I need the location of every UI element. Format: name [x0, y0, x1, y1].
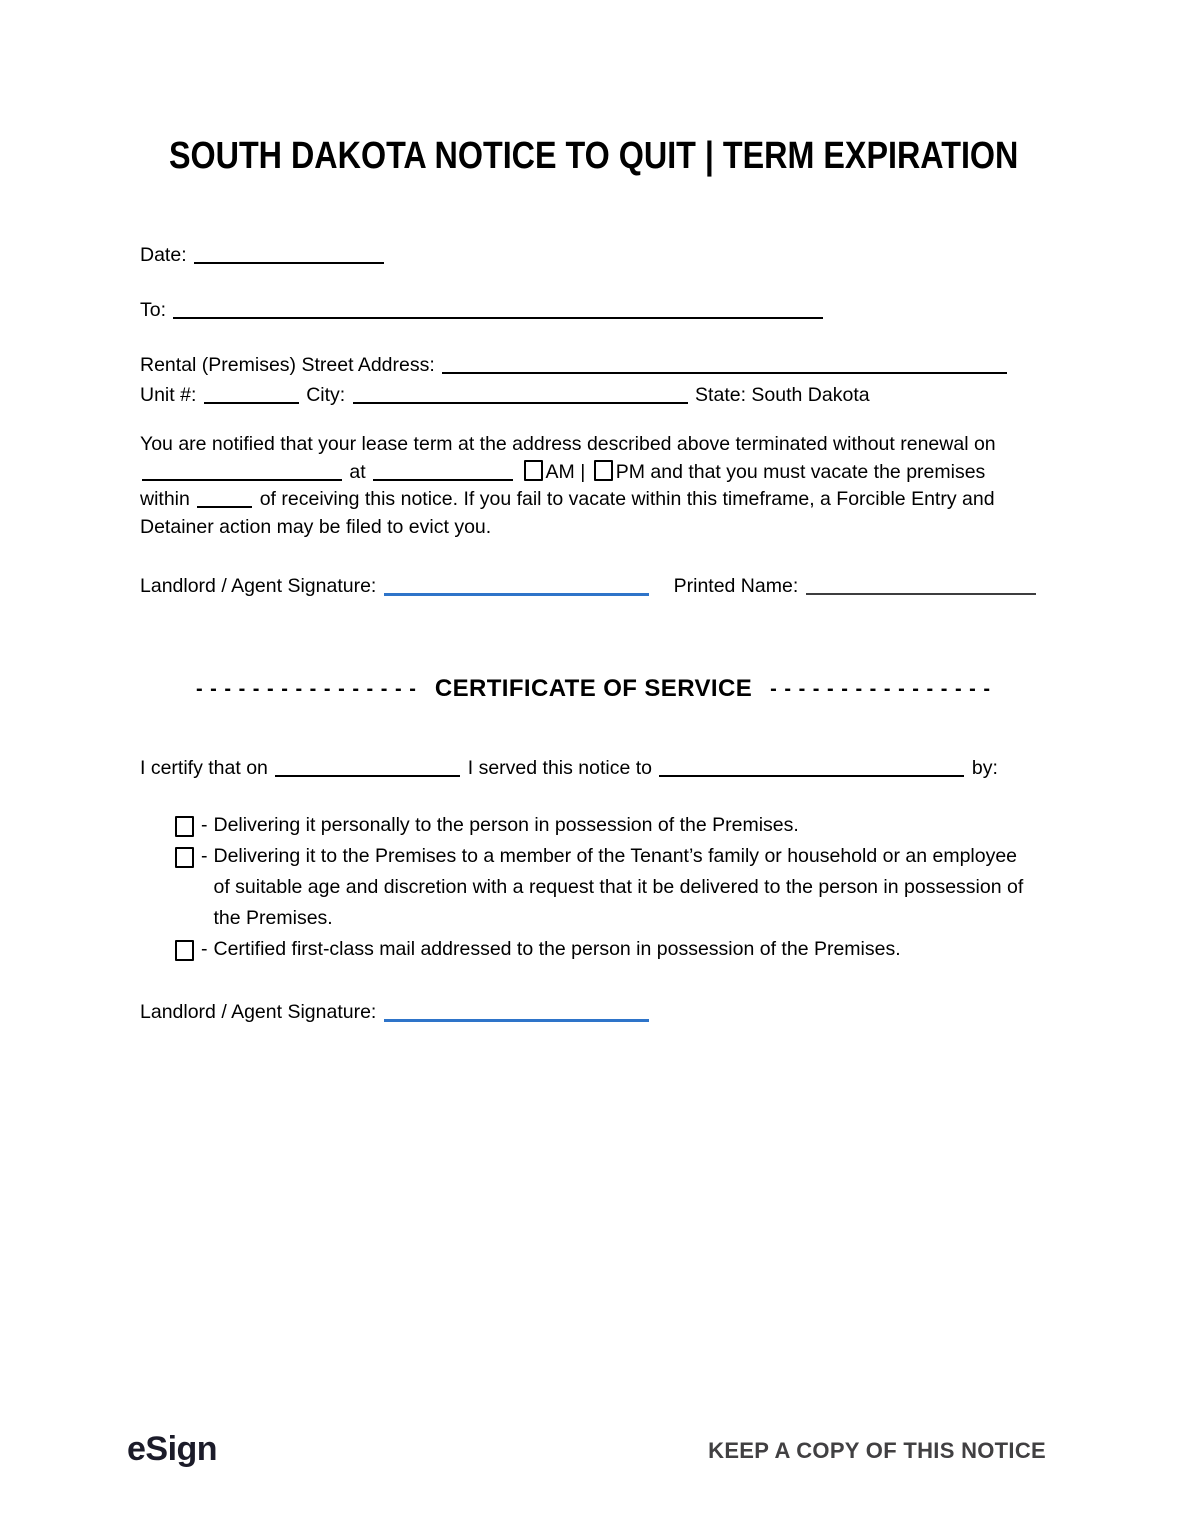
street-address-label: Rental (Premises) Street Address: [140, 354, 435, 376]
notice-text-3: and that you must vacate the premises within [140, 460, 986, 510]
pm-label: PM [615, 460, 645, 483]
dashes-left: - - - - - - - - - - - - - - - - [195, 678, 417, 700]
printed-name-label: Printed Name: [673, 575, 799, 597]
esign-logo: eSign [127, 1430, 218, 1468]
termination-date-field[interactable] [142, 464, 342, 481]
street-address-row [140, 353, 1047, 377]
notice-paragraph [140, 431, 1025, 541]
certify-text-3: by: [971, 757, 998, 779]
unit-city-state-row [140, 383, 1047, 407]
to-label: To: [140, 299, 167, 321]
am-pm-separator: | [580, 460, 586, 483]
document-body [0, 243, 1187, 1024]
notice-text-1: You are notified that your lease term at the address described above terminated without renewal on [140, 433, 996, 455]
street-address-field[interactable] [442, 357, 1007, 374]
certify-text-1: I certify that on [140, 757, 268, 779]
landlord-signature-label-2: Landlord / Agent Signature: [140, 1001, 377, 1023]
to-field[interactable] [173, 302, 823, 319]
am-label: AM [545, 460, 575, 483]
landlord-signature-field[interactable] [384, 578, 649, 596]
printed-name-field[interactable] [806, 578, 1036, 595]
state-label: State: [695, 384, 746, 406]
service-method-label: Delivering it personally to the person in possession of the Premises. [213, 814, 799, 836]
household-delivery-checkbox[interactable] [175, 847, 194, 868]
am-checkbox[interactable] [524, 460, 543, 481]
service-method-personal [172, 810, 1047, 841]
certify-text-2: I served this notice to [467, 757, 653, 779]
keep-copy-note: KEEP A COPY OF THIS NOTICE [708, 1438, 1046, 1463]
certificate-of-service-heading [140, 674, 1047, 704]
termination-time-field[interactable] [373, 464, 513, 481]
landlord-signature-field-2[interactable] [384, 1004, 649, 1022]
page-footer [127, 1430, 1046, 1468]
service-method-label: Certified first-class mail addressed to the person in possession of the Premises. [213, 938, 901, 960]
date-field[interactable] [194, 247, 384, 264]
method-dash: - [201, 938, 208, 960]
personal-delivery-checkbox[interactable] [175, 816, 194, 837]
pm-checkbox[interactable] [594, 460, 613, 481]
dashes-right: - - - - - - - - - - - - - - - - [770, 678, 992, 700]
certificate-signature-row [140, 1000, 1047, 1024]
service-method-list [172, 810, 1047, 965]
date-row [140, 243, 1047, 267]
unit-label: Unit #: [140, 384, 197, 406]
method-dash: - [201, 845, 208, 867]
page-title-text: SOUTH DAKOTA NOTICE TO QUIT | TERM EXPIRATION [168, 135, 1019, 177]
city-field[interactable] [353, 387, 688, 404]
served-to-field[interactable] [659, 760, 964, 777]
signature-row [140, 574, 1047, 598]
method-dash: - [201, 814, 208, 836]
notice-text-2: at [349, 460, 366, 483]
city-label: City: [306, 384, 346, 406]
notice-period-field[interactable] [197, 491, 252, 508]
date-label: Date: [140, 244, 187, 266]
certified-mail-checkbox[interactable] [175, 940, 194, 961]
page-title [0, 0, 1187, 179]
state-value: South Dakota [751, 384, 870, 406]
service-method-mail [172, 934, 1047, 965]
service-date-field[interactable] [275, 760, 460, 777]
service-method-label: Delivering it to the Premises to a member of the Tenant’s family or household or an employee of suitable age and discretion with a request that it be delivered to the person in possession of the Premises. [213, 845, 1024, 929]
certificate-heading-text: CERTIFICATE OF SERVICE [434, 675, 753, 702]
notice-text-4: of receiving this notice. If you fail to vacate within this timeframe, a Forcible Entry and Detainer action may be filed to evict you. [140, 488, 995, 538]
landlord-signature-label: Landlord / Agent Signature: [140, 575, 377, 597]
to-row [140, 298, 1047, 322]
service-method-household [172, 841, 1047, 934]
unit-field[interactable] [204, 387, 299, 404]
certify-row [140, 756, 1047, 780]
